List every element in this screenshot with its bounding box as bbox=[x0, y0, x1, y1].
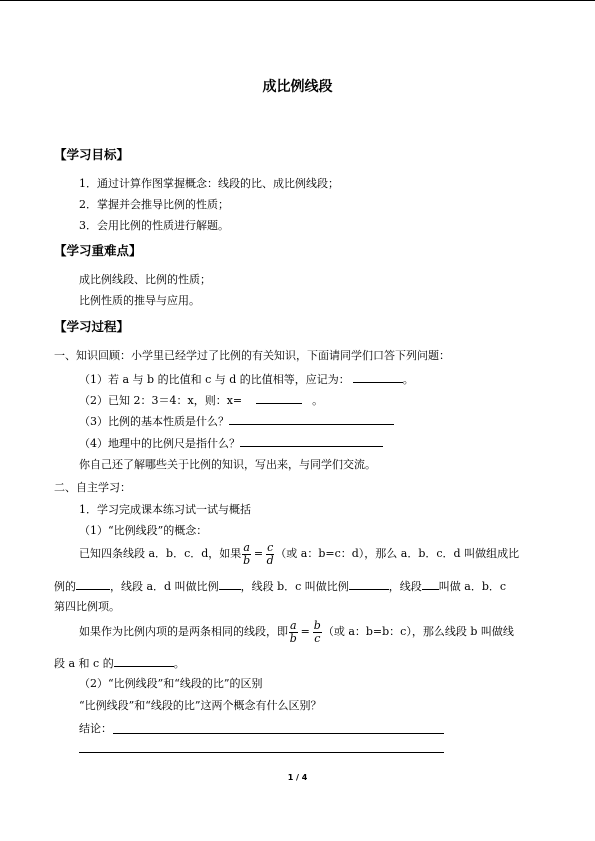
mean-line-2 bbox=[54, 655, 185, 671]
fraction bbox=[242, 542, 251, 567]
answer-blank[interactable] bbox=[349, 578, 389, 590]
conclusion-answer-line[interactable] bbox=[79, 752, 444, 753]
definition-text: 叫做 a．b．c bbox=[438, 580, 507, 593]
question-text: （3）比例的基本性质是什么？ bbox=[79, 415, 229, 428]
goals-heading: 【学习目标】 bbox=[54, 147, 130, 162]
review-question-3 bbox=[79, 413, 394, 429]
question-end: 。 bbox=[402, 373, 414, 386]
definition-text: 。 bbox=[173, 657, 185, 670]
top-border bbox=[0, 0, 595, 1]
definition-text: 如果作为比例内项的是两条相同的线段，即 bbox=[79, 625, 288, 638]
answer-blank[interactable] bbox=[219, 578, 241, 590]
answer-blank[interactable] bbox=[353, 371, 403, 383]
keypoint-item: 成比例线段、比例的性质； bbox=[79, 273, 211, 286]
self-study-step: 1．学习完成课本练习试一试与概括 bbox=[79, 503, 251, 516]
answer-blank[interactable] bbox=[229, 413, 394, 425]
definition-text: ，线段 bbox=[388, 580, 422, 593]
fraction-numerator: a bbox=[243, 540, 250, 554]
page-number: 1 / 4 bbox=[287, 773, 308, 782]
fraction-denominator: b bbox=[243, 553, 251, 567]
definition-text: 段 a 和 c 的 bbox=[54, 657, 114, 670]
process-heading: 【学习过程】 bbox=[54, 319, 130, 334]
goal-item: 1．通过计算作图掌握概念：线段的比、成比例线段； bbox=[79, 177, 339, 190]
answer-blank[interactable] bbox=[114, 655, 174, 667]
question-text: （1）若 a 与 b 的比值和 c 与 d 的比值相等，应记为： bbox=[79, 373, 350, 386]
question-text: （2）已知 2：3＝4：x，则：x= bbox=[79, 394, 243, 407]
mean-line-1 bbox=[79, 617, 514, 647]
definition-text: ，线段 a．d 叫做比例 bbox=[110, 580, 219, 593]
equals-sign: = bbox=[300, 625, 310, 638]
definition-line-1 bbox=[79, 539, 519, 569]
fraction bbox=[313, 620, 322, 645]
fraction-numerator: b bbox=[313, 618, 321, 632]
answer-blank[interactable] bbox=[240, 435, 383, 447]
definition-text: ，线段 b．c 叫做比例 bbox=[240, 580, 349, 593]
answer-blank[interactable] bbox=[256, 392, 302, 404]
keypoints-heading: 【学习重难点】 bbox=[54, 243, 142, 258]
review-intro: 一、知识回顾：小学里已经学过了比例的有关知识，下面请同学们口答下列问题： bbox=[54, 349, 450, 362]
difference-heading: （2）“比例线段”和“线段的比”的区别 bbox=[79, 677, 263, 690]
review-write: 你自己还了解哪些关于比例的知识，写出来，与同学们交流。 bbox=[79, 458, 376, 471]
definition-line-3: 第四比例项。 bbox=[54, 600, 120, 613]
question-text: （4）地理中的比例尺是指什么？ bbox=[79, 437, 240, 450]
equals-sign: = bbox=[253, 547, 264, 560]
difference-question: “比例线段”和“线段的比”这两个概念有什么区别？ bbox=[79, 699, 322, 712]
fraction-denominator: b bbox=[289, 631, 297, 645]
definition-text: 已知四条线段 a．b．c．d，如果 bbox=[79, 547, 242, 560]
fraction-denominator: d bbox=[266, 553, 274, 567]
answer-blank[interactable] bbox=[76, 578, 110, 590]
fraction-numerator: c bbox=[267, 540, 274, 554]
review-question-4 bbox=[79, 435, 383, 451]
self-study-intro: 二、自主学习： bbox=[54, 481, 131, 494]
concept-heading: （1）“比例线段”的概念： bbox=[79, 524, 208, 537]
question-end: 。 bbox=[312, 394, 324, 407]
fraction-numerator: a bbox=[290, 618, 297, 632]
definition-text: （或 a：b=b：c），那么线段 b 叫做线 bbox=[322, 625, 514, 638]
conclusion-label: 结论： bbox=[79, 722, 112, 735]
definition-text: （或 a：b=c：d），那么 a．b．c．d 叫做组成比 bbox=[275, 547, 520, 560]
keypoint-item: 比例性质的推导与应用。 bbox=[79, 294, 200, 307]
fraction-denominator: c bbox=[314, 631, 321, 645]
conclusion-answer-line[interactable] bbox=[113, 733, 444, 734]
review-question-2 bbox=[79, 392, 323, 408]
definition-line-2 bbox=[54, 578, 506, 594]
review-question-1 bbox=[79, 371, 414, 387]
goal-item: 2．掌握并会推导比例的性质； bbox=[79, 198, 229, 211]
goal-item: 3．会用比例的性质进行解题。 bbox=[79, 219, 229, 232]
page-title: 成比例线段 bbox=[262, 79, 333, 95]
answer-blank[interactable] bbox=[422, 578, 439, 590]
definition-text: 例的 bbox=[54, 580, 76, 593]
fraction bbox=[289, 620, 298, 645]
fraction bbox=[266, 542, 274, 567]
